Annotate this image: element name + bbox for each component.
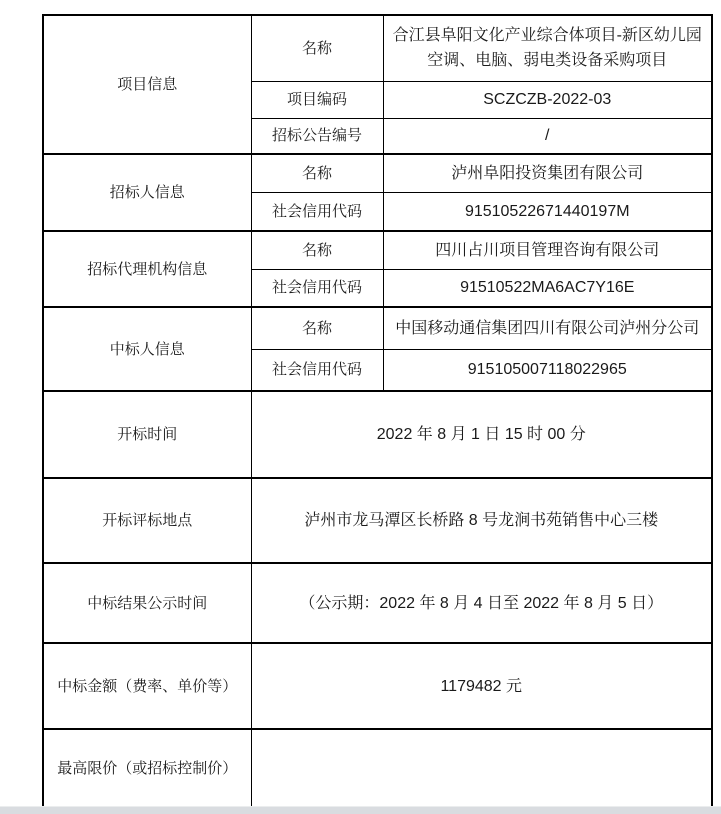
label-open-place: 开标评标地点: [43, 478, 251, 563]
label-publicity-time: 中标结果公示时间: [43, 563, 251, 643]
field-value-project-code: SCZCZB-2022-03: [383, 81, 712, 118]
field-label-credit-code: 社会信用代码: [251, 192, 383, 231]
label-max-price: 最高限价（或招标控制价）: [43, 729, 251, 806]
field-value-winner-credit-code: 915105007118022965: [383, 349, 712, 391]
field-value-agency-credit-code: 91510522MA6AC7Y16E: [383, 269, 712, 307]
category-winner-info: 中标人信息: [43, 307, 251, 391]
field-label-credit-code: 社会信用代码: [251, 269, 383, 307]
field-label-name: 名称: [251, 154, 383, 192]
field-label-name: 名称: [251, 307, 383, 349]
bid-result-table: [42, 14, 713, 806]
field-label-credit-code: 社会信用代码: [251, 349, 383, 391]
field-label-name: 名称: [251, 231, 383, 269]
label-award-amount: 中标金额（费率、单价等）: [43, 643, 251, 729]
field-value-project-name: 合江县阜阳文化产业综合体项目-新区幼儿园空调、电脑、弱电类设备采购项目: [383, 15, 712, 81]
category-project-info: 项目信息: [43, 15, 251, 154]
field-label-name: 名称: [251, 15, 383, 81]
field-value-agency-name: 四川占川项目管理咨询有限公司: [383, 231, 712, 269]
field-value-tenderer-name: 泸州阜阳投资集团有限公司: [383, 154, 712, 192]
category-agency-info: 招标代理机构信息: [43, 231, 251, 307]
field-label-project-code: 项目编码: [251, 81, 383, 118]
value-open-place: 泸州市龙马潭区长桥路 8 号龙涧书苑销售中心三楼: [251, 478, 712, 563]
value-publicity-time: （公示期：2022 年 8 月 4 日至 2022 年 8 月 5 日）: [251, 563, 712, 643]
field-value-winner-name: 中国移动通信集团四川有限公司泸州分公司: [383, 307, 712, 349]
value-award-amount: 1179482 元: [251, 643, 712, 729]
value-open-time: 2022 年 8 月 1 日 15 时 00 分: [251, 391, 712, 478]
category-tenderer-info: 招标人信息: [43, 154, 251, 231]
value-max-price: [251, 729, 712, 806]
field-value-announcement-no: /: [383, 118, 712, 154]
field-value-tenderer-credit-code: 91510522671440197M: [383, 192, 712, 231]
field-label-announcement-no: 招标公告编号: [251, 118, 383, 154]
label-open-time: 开标时间: [43, 391, 251, 478]
